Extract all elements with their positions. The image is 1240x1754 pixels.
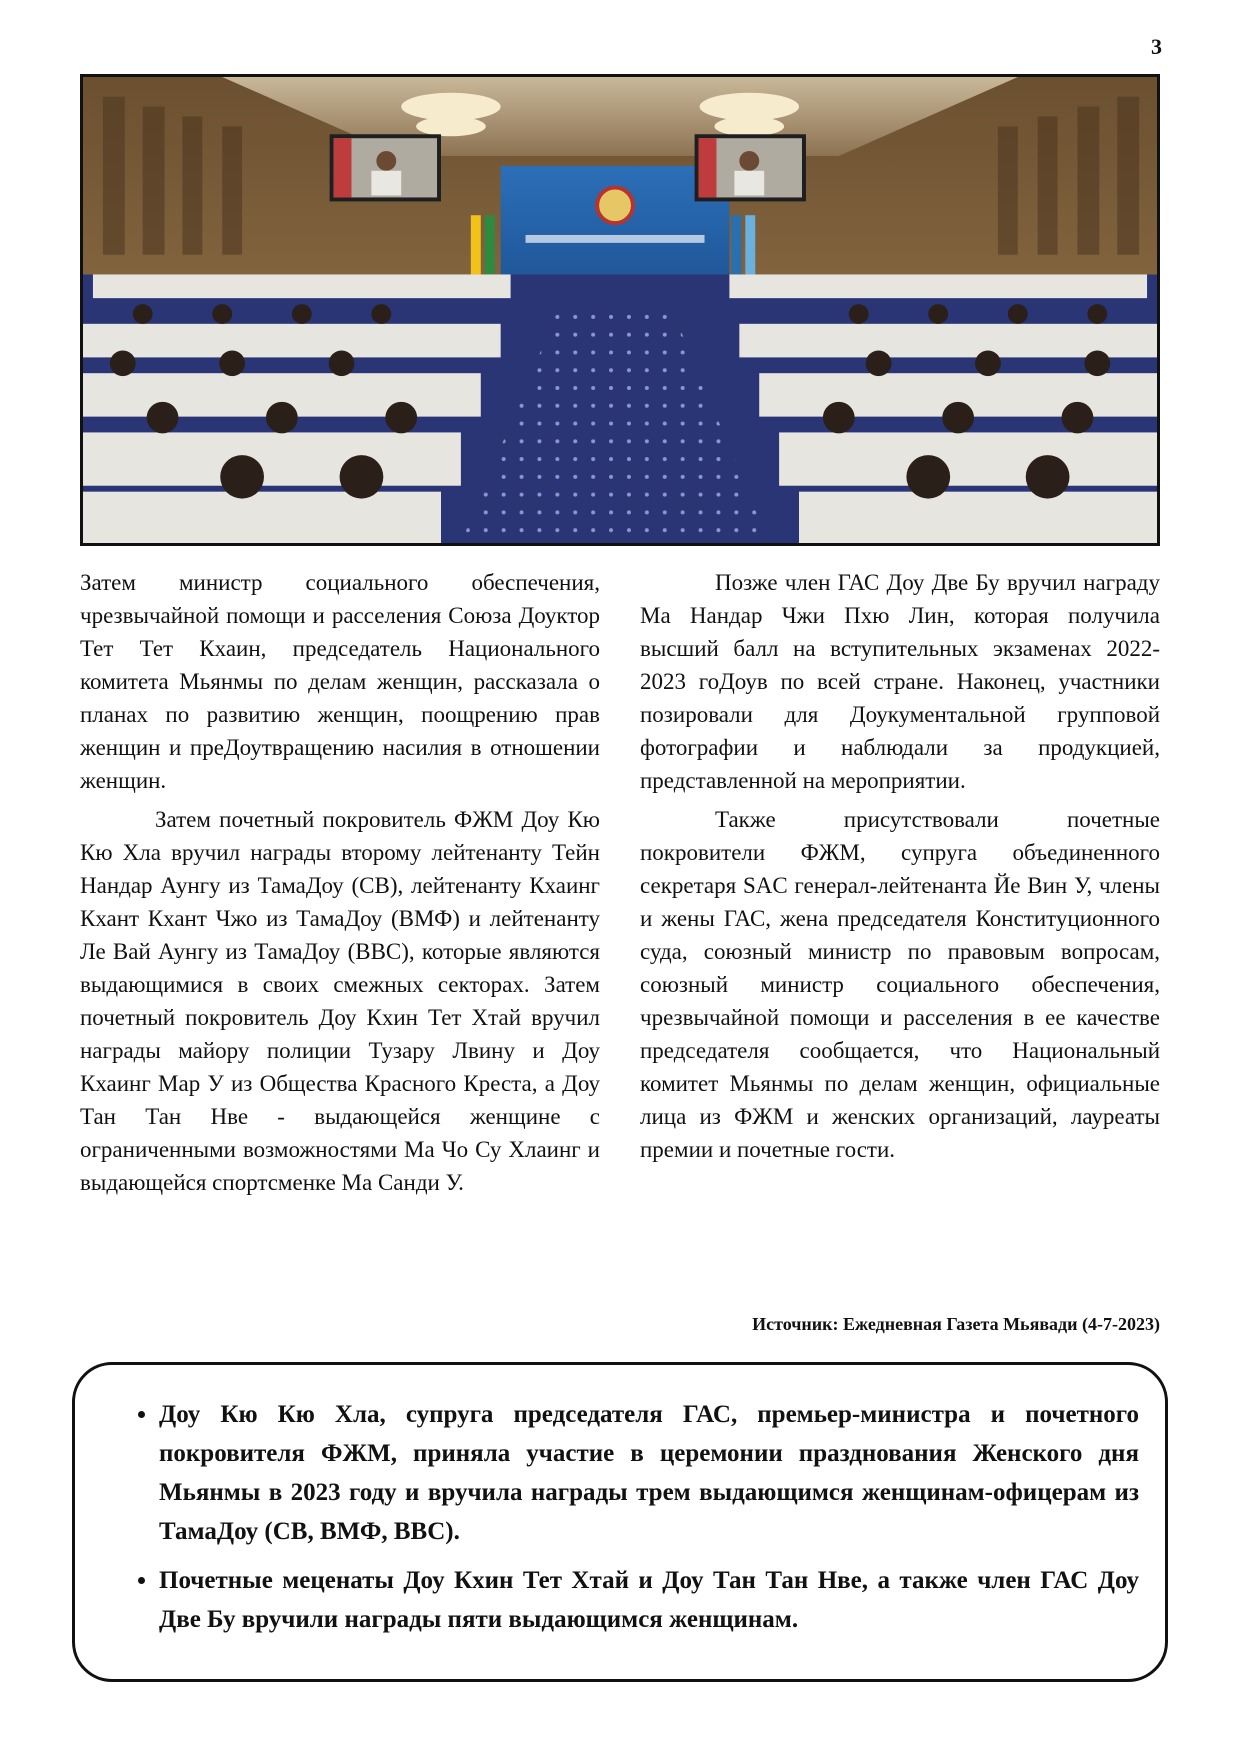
article-paragraph: Затем почетный покровитель ФЖМ Доу Кю Кю Хла вручил награды второму лейтенанту Тейн Нандар Аунгу из ТамаДоу (СВ), лейтенанту Кхаинг Кхант Кхант Чжо из ТамаДоу (ВМФ) и лейтенанту Ле Вай Аунгу из ТамаДоу (ВВС), которые являются выдающимися в своих смежных секторах. Затем почетный покровитель Доу Кхин Тет Хтай вручил награды майору полиции Тузару Лвину и Доу Кхаинг Мар У из Общества Красного Креста, а Доу Тан Тан Нве - выдающейся женщине с ограниченными возможностями Ма Чо Су Хлаинг и выдающейся спортсменке Ма Санди У. xyxy=(80,807,600,1195)
article-paragraph: Позже член ГАС Доу Две Бу вручил награду Ма Нандар Чжи Пхю Лин, которая получила высший балл на вступительных экзаменах 2022-2023 гоДоув по всей стране. Наконец, участники позировали для Доукументальной групповой фотографии и наблюдали за продукцией, представленной на мероприятии. xyxy=(640,570,1160,793)
article-column-left xyxy=(80,566,600,1205)
summary-box xyxy=(72,1362,1168,1682)
article-body xyxy=(80,566,1160,1326)
article-paragraph: Затем министр социального обеспечения, чрезвычайной помощи и расселения Союза Доуктор Тет Тет Кхаин, председатель Национального комитета Мьянмы по делам женщин, рассказала о планах по развитию женщин, поощрению прав женщин и преДоутвращению насилия в отношении женщин. xyxy=(80,570,600,793)
article-column-right xyxy=(640,566,1160,1172)
summary-list xyxy=(119,1395,1139,1639)
page-number: 3 xyxy=(1151,34,1162,59)
summary-bullet: • Почетные меценаты Доу Кхин Тет Хтай и Доу Тан Тан Нве, а также член ГАС Доу Две Бу вручили награды пяти выдающимся женщинам. xyxy=(159,1561,1139,1639)
source-citation: Источник: Ежедневная Газета Мьявади (4-7-2023) xyxy=(752,1314,1160,1334)
conference-hall-photo xyxy=(80,74,1160,546)
article-paragraph: Также присутствовали почетные покровители ФЖМ, супруга объединенного секретаря SAC генерал-лейтенанта Йе Вин У, члены и жены ГАС, жена председателя Конституционного суда, союзный министр по правовым вопросам, союзный министр социального обеспечения, чрезвычайной помощи и расселения в ее качестве председателя сообщается, что Национальный комитет Мьянмы по делам женщин, официальные лица из ФЖМ и женских организаций, лауреаты премии и почетные гости. xyxy=(640,807,1160,1162)
summary-bullet: • Доу Кю Кю Хла, супруга председателя ГАС, премьер-министра и почетного покровителя ФЖМ, приняла участие в церемонии празднования Женского дня Мьянмы в 2023 году и вручила награды трем выдающимся женщинам-офицерам из ТамаДоу (СВ, ВМФ, ВВС). xyxy=(159,1395,1139,1551)
